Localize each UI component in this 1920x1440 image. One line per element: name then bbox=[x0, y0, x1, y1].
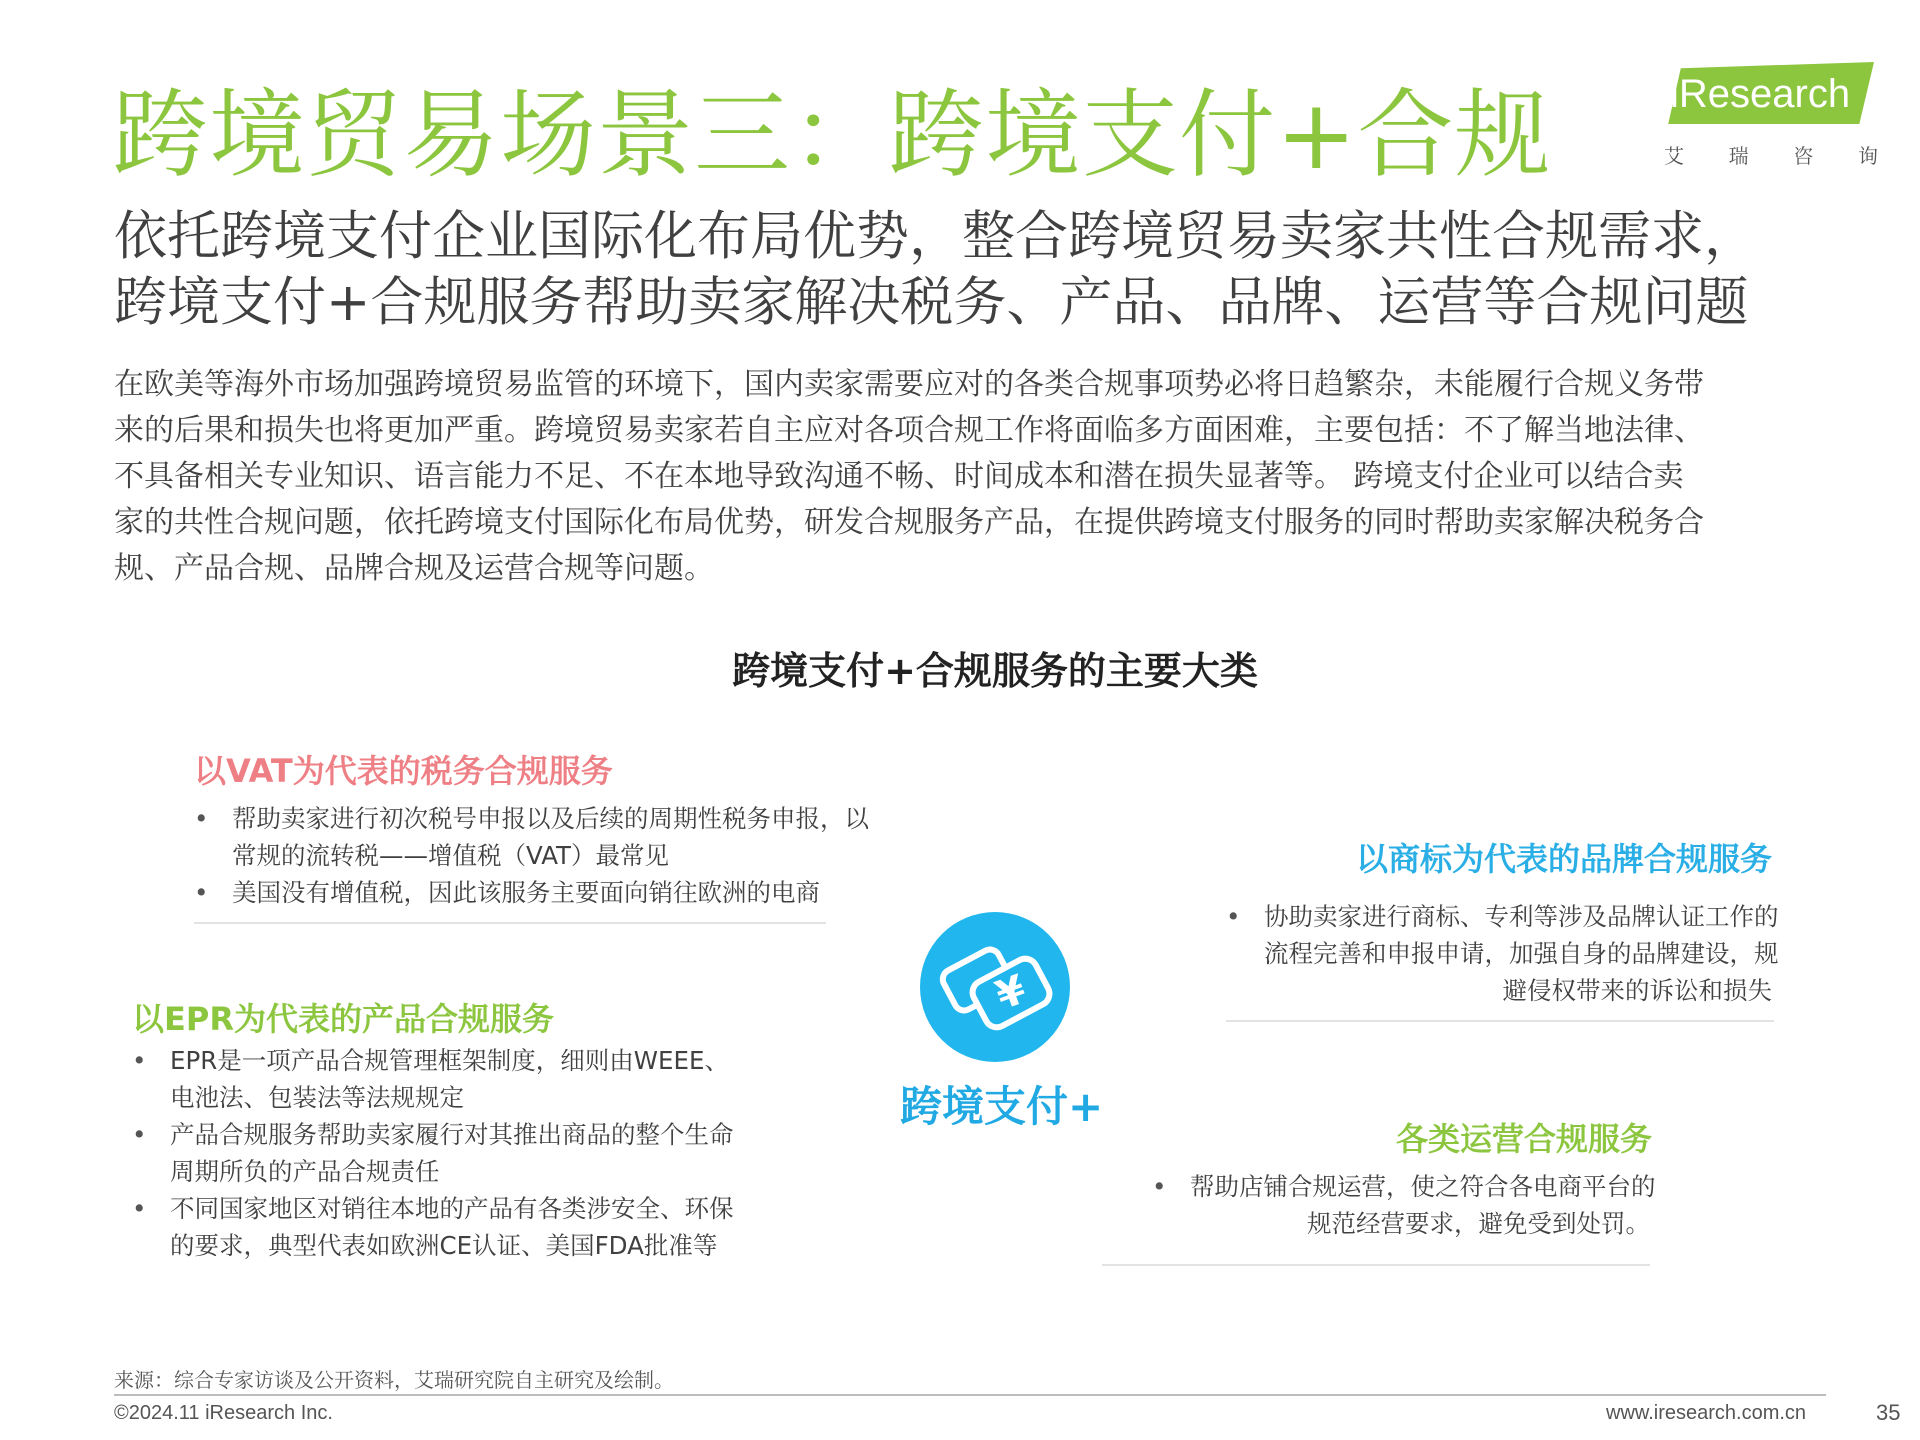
list-item: • 产品合规服务帮助卖家履行对其推出商品的整个生命 bbox=[132, 1116, 734, 1153]
intro-paragraph bbox=[114, 362, 1834, 592]
logo-sub-char: 咨 bbox=[1793, 144, 1814, 168]
tax-section-divider bbox=[194, 922, 826, 924]
paragraph-line: 来的后果和损失也将更加严重。跨境贸易卖家若自主应对各项合规工作将面临多方面困难，主要包括：不了解当地法律、 bbox=[114, 413, 1704, 448]
iresearch-logo bbox=[1664, 62, 1878, 172]
paragraph-line: 在欧美等海外市场加强跨境贸易监管的环境下，国内卖家需要应对的各类合规事项势必将日趋繁杂，未能履行合规义务带 bbox=[114, 367, 1704, 402]
subtitle-line: 跨境支付+合规服务帮助卖家解决税务、产品、品牌、运营等合规问题 bbox=[114, 272, 1749, 333]
logo-sub-char: 艾 bbox=[1664, 144, 1684, 168]
source-note: 来源：综合专家访谈及公开资料，艾瑞研究院自主研究及绘制。 bbox=[114, 1368, 674, 1392]
list-item: • 不同国家地区对销往本地的产品有各类涉安全、环保 bbox=[132, 1190, 734, 1227]
footer-divider bbox=[114, 1394, 1826, 1396]
paragraph-line: 不具备相关专业知识、语言能力不足、不在本地导致沟通不畅、时间成本和潜在损失显著等。 跨境支付企业可以结合卖 bbox=[114, 459, 1684, 494]
list-item: • 美国没有增值税，因此该服务主要面向销往欧洲的电商 bbox=[194, 874, 869, 911]
list-item: 常规的流转税——增值税（VAT）最常见 bbox=[232, 841, 670, 870]
logo-sub-char: 瑞 bbox=[1728, 144, 1749, 168]
product-section-title: 以EPR为代表的产品合规服务 bbox=[132, 1000, 554, 1038]
list-item: 规范经营要求，避免受到处罚。 bbox=[1307, 1209, 1650, 1238]
paragraph-line: 家的共性合规问题，依托跨境支付国际化布局优势，研发合规服务产品，在提供跨境支付服务的同时帮助卖家解决税务合 bbox=[114, 505, 1704, 540]
logo-sub-char: 询 bbox=[1857, 144, 1878, 168]
center-label: 跨境支付+ bbox=[900, 1082, 1104, 1131]
diagram-title: 跨境支付+合规服务的主要大类 bbox=[732, 649, 1258, 693]
brand-section-divider bbox=[1226, 1020, 1774, 1022]
tax-section-title: 以VAT为代表的税务合规服务 bbox=[194, 752, 613, 790]
logo-subtitle bbox=[1664, 140, 1878, 169]
list-item: • 帮助卖家进行初次税号申报以及后续的周期性税务申报，以 bbox=[194, 800, 869, 837]
list-item: 电池法、包装法等法规规定 bbox=[170, 1083, 464, 1112]
copyright: ©2024.11 iResearch Inc. bbox=[114, 1402, 333, 1424]
brand-section-title: 以商标为代表的品牌合规服务 bbox=[1356, 840, 1773, 878]
product-section-list bbox=[132, 1042, 734, 1264]
list-item: 的要求，典型代表如欧洲CE认证、美国FDA批准等 bbox=[170, 1231, 718, 1260]
page-title: 跨境贸易场景三：跨境支付+合规 bbox=[112, 79, 1552, 191]
subtitle-line: 依托跨境支付企业国际化布局优势，整合跨境贸易卖家共性合规需求， bbox=[114, 206, 1757, 267]
operation-section-divider bbox=[1102, 1264, 1650, 1266]
list-item: 避侵权带来的诉讼和损失 bbox=[1502, 976, 1772, 1005]
tax-section-list bbox=[194, 800, 869, 911]
operation-section-list bbox=[1152, 1168, 1656, 1242]
list-item: • 帮助店铺合规运营，使之符合各电商平台的 bbox=[1152, 1168, 1650, 1205]
currency-exchange-icon bbox=[920, 912, 1070, 1062]
brand-section-list bbox=[1226, 898, 1779, 1009]
list-item: 流程完善和申报申请，加强自身的品牌建设，规 bbox=[1264, 939, 1779, 968]
list-item: 周期所负的产品合规责任 bbox=[170, 1157, 440, 1186]
logo-brand: iResearch bbox=[1670, 72, 1851, 116]
page-number: 35 bbox=[1876, 1400, 1901, 1425]
page-subtitle bbox=[114, 204, 1834, 336]
list-item: • EPR是一项产品合规管理框架制度，细则由WEEE、 bbox=[132, 1042, 734, 1079]
operation-section-title: 各类运营合规服务 bbox=[1396, 1120, 1653, 1158]
center-circle bbox=[920, 912, 1070, 1062]
website-link[interactable]: www.iresearch.com.cn bbox=[1606, 1402, 1807, 1424]
list-item: • 协助卖家进行商标、专利等涉及品牌认证工作的 bbox=[1226, 898, 1772, 935]
svg-text:¥: ¥ bbox=[990, 966, 1032, 1020]
paragraph-line: 规、产品合规、品牌合规及运营合规等问题。 bbox=[114, 551, 714, 586]
